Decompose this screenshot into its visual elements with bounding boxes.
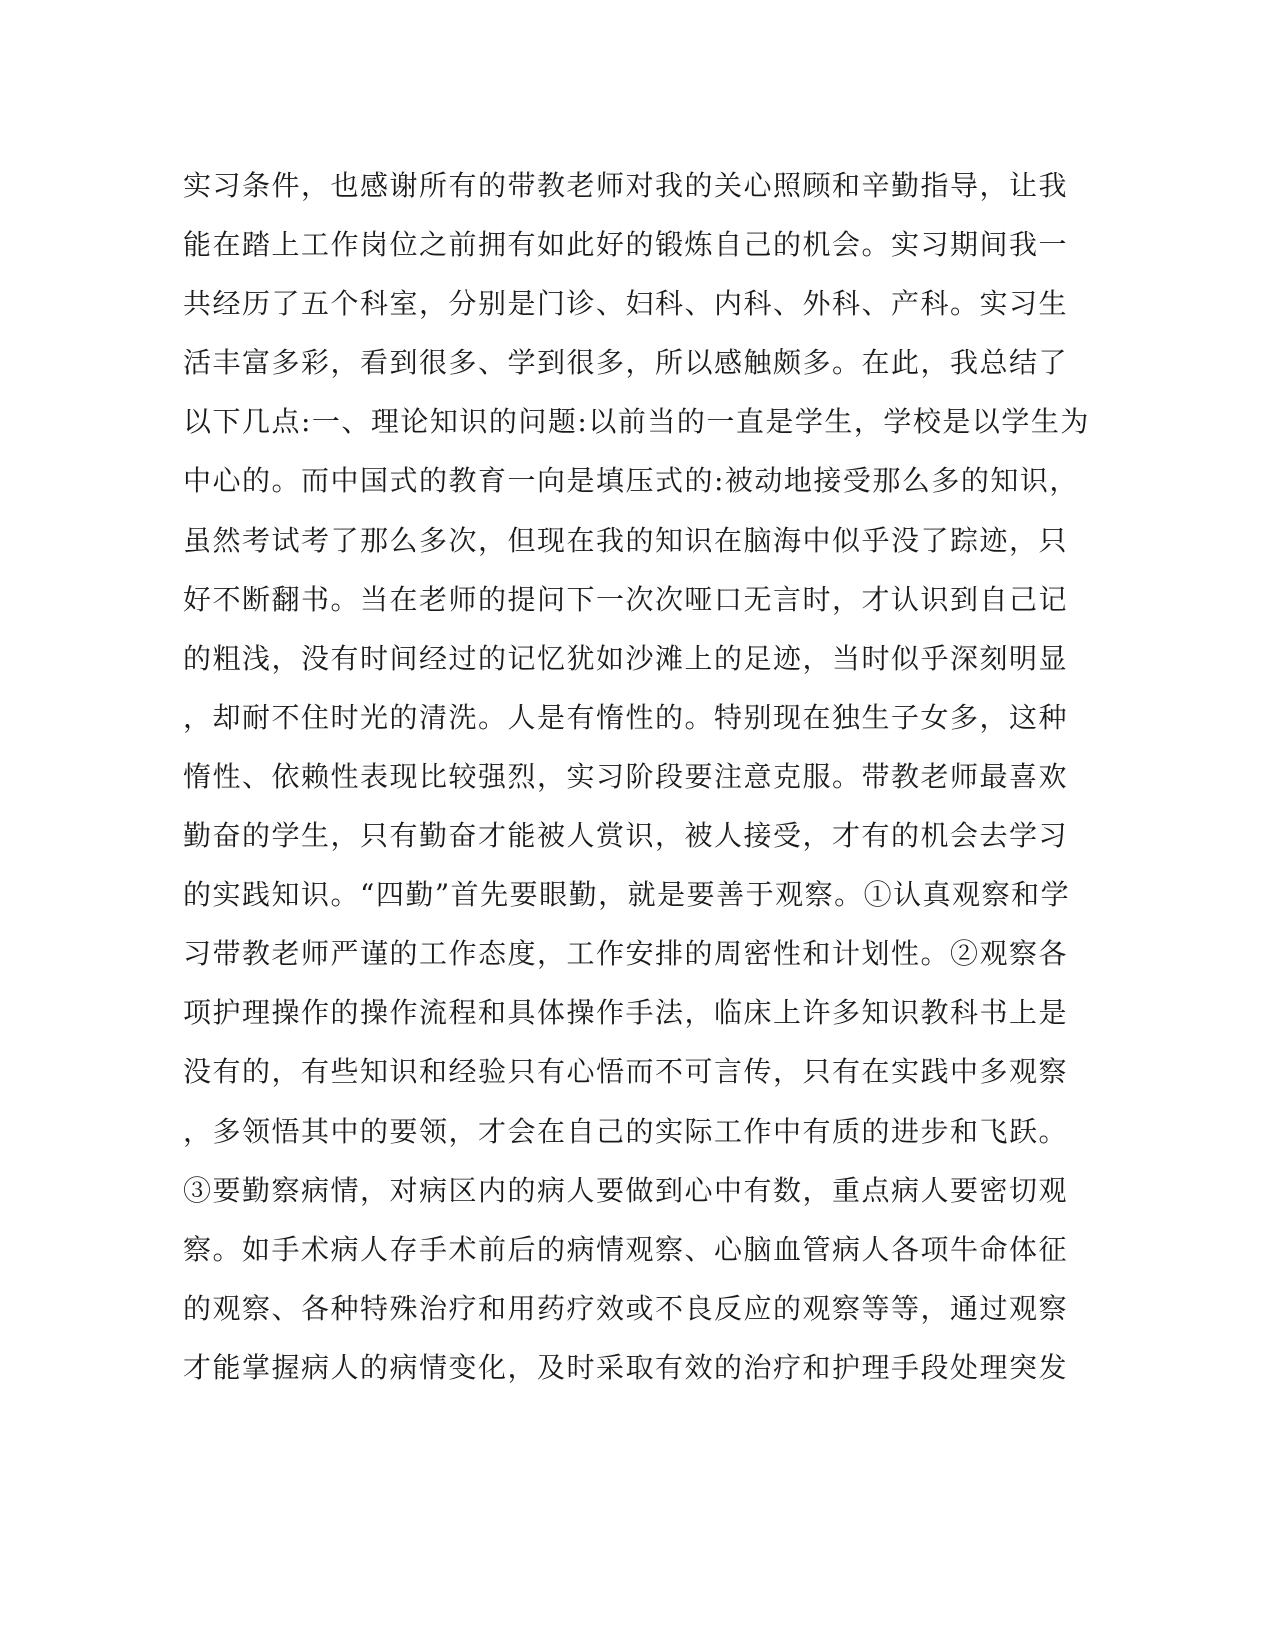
text-line: 好不断翻书。当在老师的提问下一次次哑口无言时，才认识到自己记: [183, 582, 1069, 616]
text-line: 惰性、依赖性表现比较强烈，实习阶段要注意克服。带教老师最喜欢: [183, 759, 1069, 793]
text-line: 项护理操作的操作流程和具体操作手法，临床上许多知识教科书上是: [183, 996, 1069, 1030]
body-text: [183, 156, 1090, 1397]
text-line: ，多领悟其中的要领，才会在自己的实际工作中有质的进步和飞跃。: [183, 1114, 1069, 1148]
text-line: 实习条件，也感谢所有的带教老师对我的关心照顾和辛勤指导，让我: [183, 169, 1069, 202]
text-line: 虽然考试考了那么多次，但现在我的知识在脑海中似乎没了踪迹，只: [183, 523, 1069, 557]
text-line: 的观察、各种特殊治疗和用药疗效或不良反应的观察等等，通过观察: [183, 1291, 1069, 1325]
text-line: ③要勤察病情，对病区内的病人要做到心中有数，重点病人要密切观: [183, 1173, 1069, 1207]
text-line: 察。如手术病人存手术前后的病情观察、心脑血管病人各项牛命体征: [183, 1232, 1069, 1266]
text-line: 以下几点:一、理论知识的问题:以前当的一直是学生，学校是以学生为: [183, 405, 1090, 439]
text-line: 没有的，有些知识和经验只有心悟而不可言传，只有在实践中多观察: [183, 1055, 1069, 1089]
text-line: 的实践知识。“四勤”首先要眼勤，就是要善于观察。①认真观察和学: [183, 878, 1071, 912]
text-line: 中心的。而中国式的教育一向是填压式的:被动地接受那么多的知识，: [183, 464, 1079, 498]
text-line: 才能掌握病人的病情变化，及时采取有效的治疗和护理手段处理突发: [183, 1350, 1069, 1384]
text-line: 的粗浅，没有时间经过的记忆犹如沙滩上的足迹，当时似乎深刻明显: [183, 641, 1069, 675]
text-line: 能在踏上工作岗位之前拥有如此好的锻炼自己的机会。实习期间我一: [183, 228, 1069, 262]
text-line: 勤奋的学生，只有勤奋才能被人赏识，被人接受，才有的机会去学习: [183, 819, 1069, 853]
text-line: 共经历了五个科室，分别是门诊、妇科、内科、外科、产科。实习生: [183, 287, 1069, 321]
text-line: 习带教老师严谨的工作态度，工作安排的周密性和计划性。②观察各: [183, 937, 1069, 971]
text-line: 活丰富多彩，看到很多、学到很多，所以感触颇多。在此，我总结了: [183, 346, 1069, 380]
text-line: ，却耐不住时光的清洗。人是有惰性的。特别现在独生子女多，这种: [183, 700, 1069, 734]
